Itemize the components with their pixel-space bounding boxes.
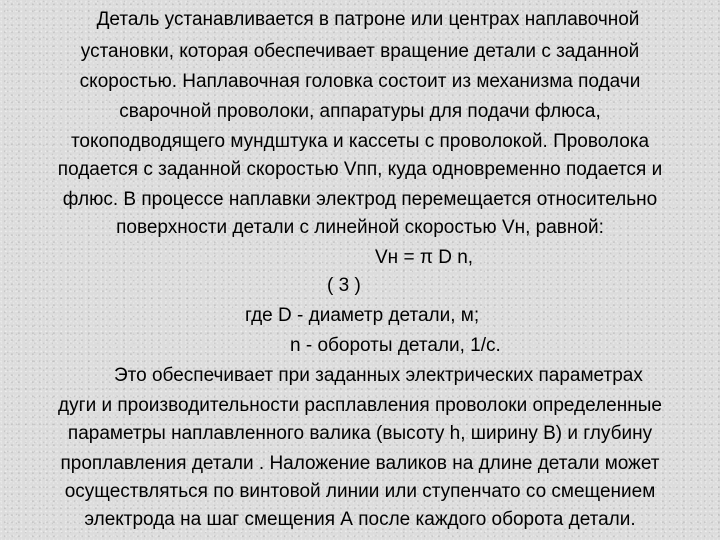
formula-number: ( 3 ) [327, 275, 361, 296]
paragraph-line-7: флюс. В процессе наплавки электрод перемещается относительно [62, 189, 658, 210]
where-d-line: где D - диаметр детали, м; [245, 305, 480, 326]
paragraph-line-6: подается с заданной скоростью Vпп, куда одновременно подается и [57, 159, 663, 180]
paragraph2-line-1: Это обеспечивает при заданных электрических параметрах [114, 365, 643, 386]
paragraph2-line-6: электрода на шаг смещения А после каждого оборота детали. [84, 509, 636, 530]
paragraph-line-2: установки, которая обеспечивает вращение детали с заданной [80, 41, 640, 62]
where-n-line: n - обороты детали, 1/с. [290, 335, 501, 356]
formula: Vн = π D n, [375, 247, 474, 268]
paragraph-line-4: сварочной проволоки, аппаратуры для подачи флюса, [119, 101, 601, 122]
paragraph2-line-2: дуги и производительности расплавления проволоки определенные [58, 395, 662, 416]
paragraph2-line-3: параметры наплавленного валика (высоту h, ширину В) и глубину [67, 423, 653, 444]
paragraph2-line-5: осуществляться по винтовой линии или ступенчато со смещением [64, 481, 656, 502]
paragraph2-line-4: проплавления детали . Наложение валиков на длине детали может [60, 453, 660, 474]
paragraph-line-5: токоподводящего мундштука и кассеты с проволокой. Проволока [70, 131, 650, 152]
paragraph-line-8: поверхности детали с линейной скоростью Vн, равной: [116, 217, 604, 238]
paragraph-line-3: скоростью. Наплавочная головка состоит из механизма подачи [79, 71, 641, 92]
paragraph-line-1: Деталь устанавливается в патроне или центрах наплавочной [96, 9, 640, 30]
